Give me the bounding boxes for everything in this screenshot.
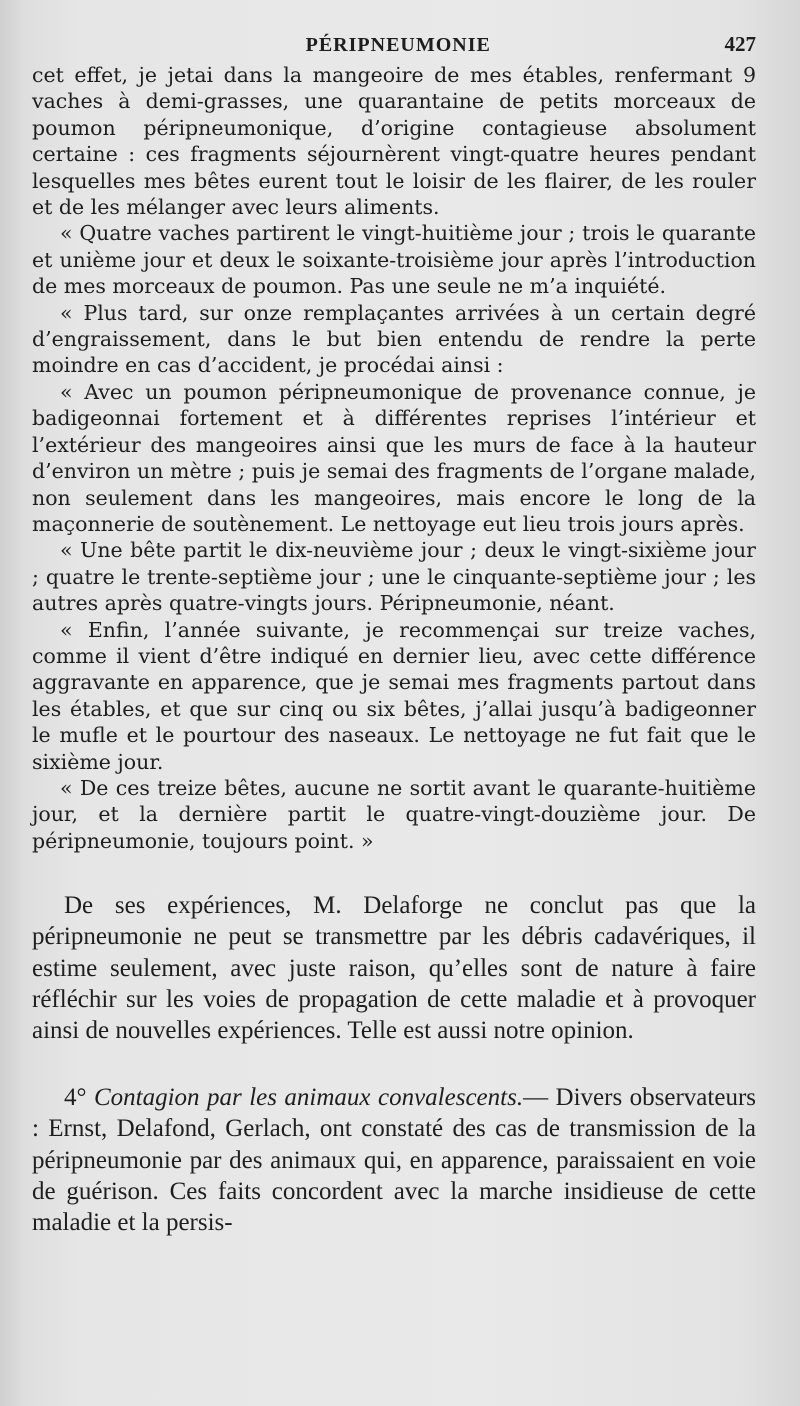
commentary-paragraph: De ses expériences, M. Delaforge ne conclut pas que la péripneumonie ne peut se transmettre par les débris cadavériques, il estime seulement, avec juste raison, qu’elles sont de nature à faire réfléchir sur les voies de propagation de cette maladie et à provoquer ainsi de nouvelles expériences. Telle est aussi notre opinion. xyxy=(32,892,756,1044)
running-title: PÉRIPNEUMONIE xyxy=(305,34,491,56)
quote-paragraph: cet effet, je jetai dans la mangeoire de mes étables, renfermant 9 vaches à demi-grasses, une quarantaine de petits morceaux de poumon péripneumonique, d’origine contagieuse absolument certaine : ces fragments séjournèrent vingt-quatre heures pendant lesquelles mes bêtes eurent tout le loisir de les flairer, de les rouler et de les mélanger avec leurs aliments. xyxy=(32,63,756,220)
quote-paragraph: « Enfin, l’année suivante, je recommençai sur treize vaches, comme il vient d’être indiqué en dernier lieu, avec cette différence aggravante en apparence, que je semai mes fragments partout dans les étables, et que sur cinq ou six bêtes, j’allai jusqu’à badigeonner le mufle et le pourtour des naseaux. Le nettoyage ne fut fait que le sixième jour. xyxy=(32,617,756,774)
section-paragraph xyxy=(32,1082,756,1238)
section-number: 4° xyxy=(64,1084,87,1112)
section-block xyxy=(32,1082,756,1238)
quote-paragraph: « Une bête partit le dix-neuvième jour ; deux le vingt-sixième jour ; quatre le trente-septième jour ; une le cinquante-septième jour ; les autres après quatre-vingts jours. Péripneumonie, néant. xyxy=(32,538,756,616)
page-header xyxy=(32,32,756,60)
commentary xyxy=(32,890,756,1046)
section-title: Contagion par les animaux convalescents. xyxy=(93,1084,524,1112)
quoted-testimony xyxy=(32,62,756,854)
section-text: — Divers observateurs : Ernst, Delafond, Gerlach, ont constaté des cas de transmission de la péripneumonie par des animaux qui, en apparence, paraissaient en voie de guérison. Ces faits concordent avec la marche insidieuse de cette maladie et la persis- xyxy=(32,1084,756,1237)
quote-paragraph: « Plus tard, sur onze remplaçantes arrivées à un certain degré d’engraissement, dans le but bien entendu de rendre la perte moindre en cas d’accident, je procédai ainsi : xyxy=(32,300,756,378)
quote-paragraph: « Avec un poumon péripneumonique de provenance connue, je badigeonnai fortement et à différentes reprises l’intérieur et l’extérieur des mangeoires ainsi que les murs de face à la hauteur d’environ un mètre ; puis je semai des fragments de l’organe malade, non seulement dans les mangeoires, mais encore le long de la maçonnerie de soutènement. Le nettoyage eut lieu trois jours après. xyxy=(32,379,756,536)
quote-paragraph: « Quatre vaches partirent le vingt-huitième jour ; trois le quarante et unième jour et deux le soixante-troisième jour après l’introduction de mes morceaux de poumon. Pas une seule ne m’a inquiété. xyxy=(32,221,756,299)
quote-paragraph: « De ces treize bêtes, aucune ne sortit avant le quarante-huitième jour, et la dernière partit le quatre-vingt-douzième jour. De péripneumonie, toujours point. » xyxy=(32,775,756,853)
page-number: 427 xyxy=(724,32,756,56)
